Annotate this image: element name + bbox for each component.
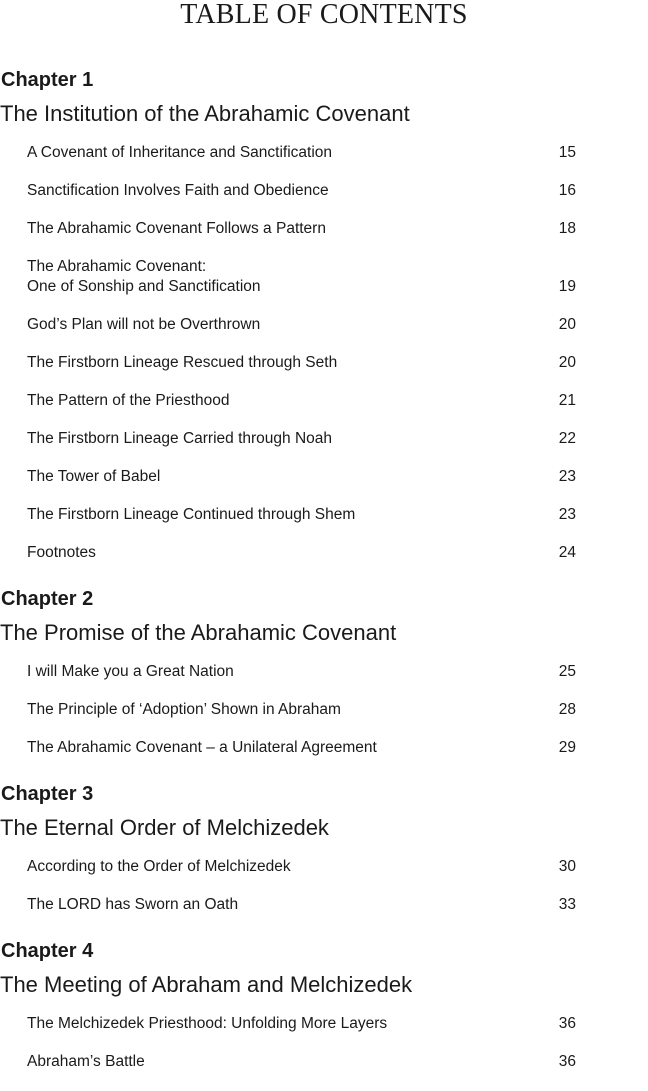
entry-page-number: 30 (558, 858, 576, 875)
chapter-subtitle[interactable]: The Institution of the Abrahamic Covenant (0, 101, 410, 126)
chapter-section (0, 582, 648, 767)
entry-title: The Firstborn Lineage Continued through Shem (27, 506, 356, 523)
toc-entry[interactable] (27, 691, 576, 729)
entry-title: One of Sonship and Sanctification (27, 278, 261, 295)
toc-entry[interactable] (27, 248, 576, 306)
entry-title: The Abrahamic Covenant: (27, 258, 207, 275)
entry-title: Sanctification Involves Faith and Obedience (27, 182, 329, 199)
toc-entry[interactable] (27, 210, 576, 248)
entry-page-number: 18 (558, 220, 576, 237)
entry-page-number: 20 (558, 354, 576, 371)
toc-entry[interactable] (27, 1005, 576, 1043)
toc-entry[interactable] (27, 729, 576, 767)
entry-title: The Melchizedek Priesthood: Unfolding More Layers (27, 1015, 388, 1032)
entry-title: The LORD has Sworn an Oath (27, 896, 239, 913)
toc-entry[interactable] (27, 886, 576, 924)
entry-title: Abraham’s Battle (27, 1053, 145, 1070)
toc-entry[interactable] (27, 534, 576, 572)
entry-title: Footnotes (27, 544, 96, 561)
toc-entry[interactable] (27, 653, 576, 691)
entry-page-number: 23 (558, 468, 576, 485)
entry-page-number: 33 (558, 896, 576, 913)
chapter-section (0, 777, 648, 924)
toc-entry[interactable] (27, 496, 576, 534)
entry-page-number: 36 (558, 1053, 576, 1070)
entry-page-number: 19 (558, 278, 576, 295)
entry-title: The Abrahamic Covenant – a Unilateral Agreement (27, 739, 377, 756)
entry-title: God’s Plan will not be Overthrown (27, 316, 261, 333)
chapter-section (0, 63, 648, 572)
toc-entry[interactable] (27, 344, 576, 382)
chapter-label: Chapter 3 (1, 783, 94, 805)
entry-page-number: 28 (558, 701, 576, 718)
entry-title: The Principle of ‘Adoption’ Shown in Abraham (27, 701, 341, 718)
toc-entry[interactable] (27, 1043, 576, 1081)
toc-entry[interactable] (27, 382, 576, 420)
toc-entry[interactable] (27, 306, 576, 344)
entry-title: The Pattern of the Priesthood (27, 392, 230, 409)
entry-page-number: 15 (558, 144, 576, 161)
toc-entry[interactable] (27, 848, 576, 886)
entry-page-number: 20 (558, 316, 576, 333)
chapter-subtitle[interactable]: The Promise of the Abrahamic Covenant (0, 620, 397, 645)
chapter-label: Chapter 4 (1, 940, 94, 962)
entry-title: The Firstborn Lineage Rescued through Seth (27, 354, 338, 371)
entry-page-number: 36 (558, 1015, 576, 1032)
table-of-contents (0, 63, 648, 1091)
chapter-label: Chapter 1 (1, 69, 94, 91)
entry-page-number: 21 (558, 392, 576, 409)
entry-title: The Firstborn Lineage Carried through Noah (27, 430, 333, 447)
entry-page-number: 22 (558, 430, 576, 447)
toc-entry[interactable] (27, 458, 576, 496)
entry-title: According to the Order of Melchizedek (27, 858, 291, 875)
toc-entry[interactable] (27, 420, 576, 458)
entry-title: I will Make you a Great Nation (27, 663, 234, 680)
entry-page-number: 24 (558, 544, 576, 561)
chapter-subtitle[interactable]: The Eternal Order of Melchizedek (0, 815, 329, 840)
entry-page-number: 16 (558, 182, 576, 199)
entry-title: A Covenant of Inheritance and Sanctification (27, 144, 333, 161)
toc-entry[interactable] (27, 134, 576, 172)
entry-page-number: 29 (558, 739, 576, 756)
chapter-subtitle[interactable]: The Meeting of Abraham and Melchizedek (0, 972, 413, 997)
page-title: TABLE OF CONTENTS (180, 0, 468, 30)
chapter-section (0, 934, 648, 1081)
entry-page-number: 25 (558, 663, 576, 680)
toc-entry[interactable] (27, 172, 576, 210)
entry-title: The Tower of Babel (27, 468, 161, 485)
entry-title: The Abrahamic Covenant Follows a Pattern (27, 220, 326, 237)
entry-page-number: 23 (558, 506, 576, 523)
chapter-label: Chapter 2 (1, 588, 94, 610)
